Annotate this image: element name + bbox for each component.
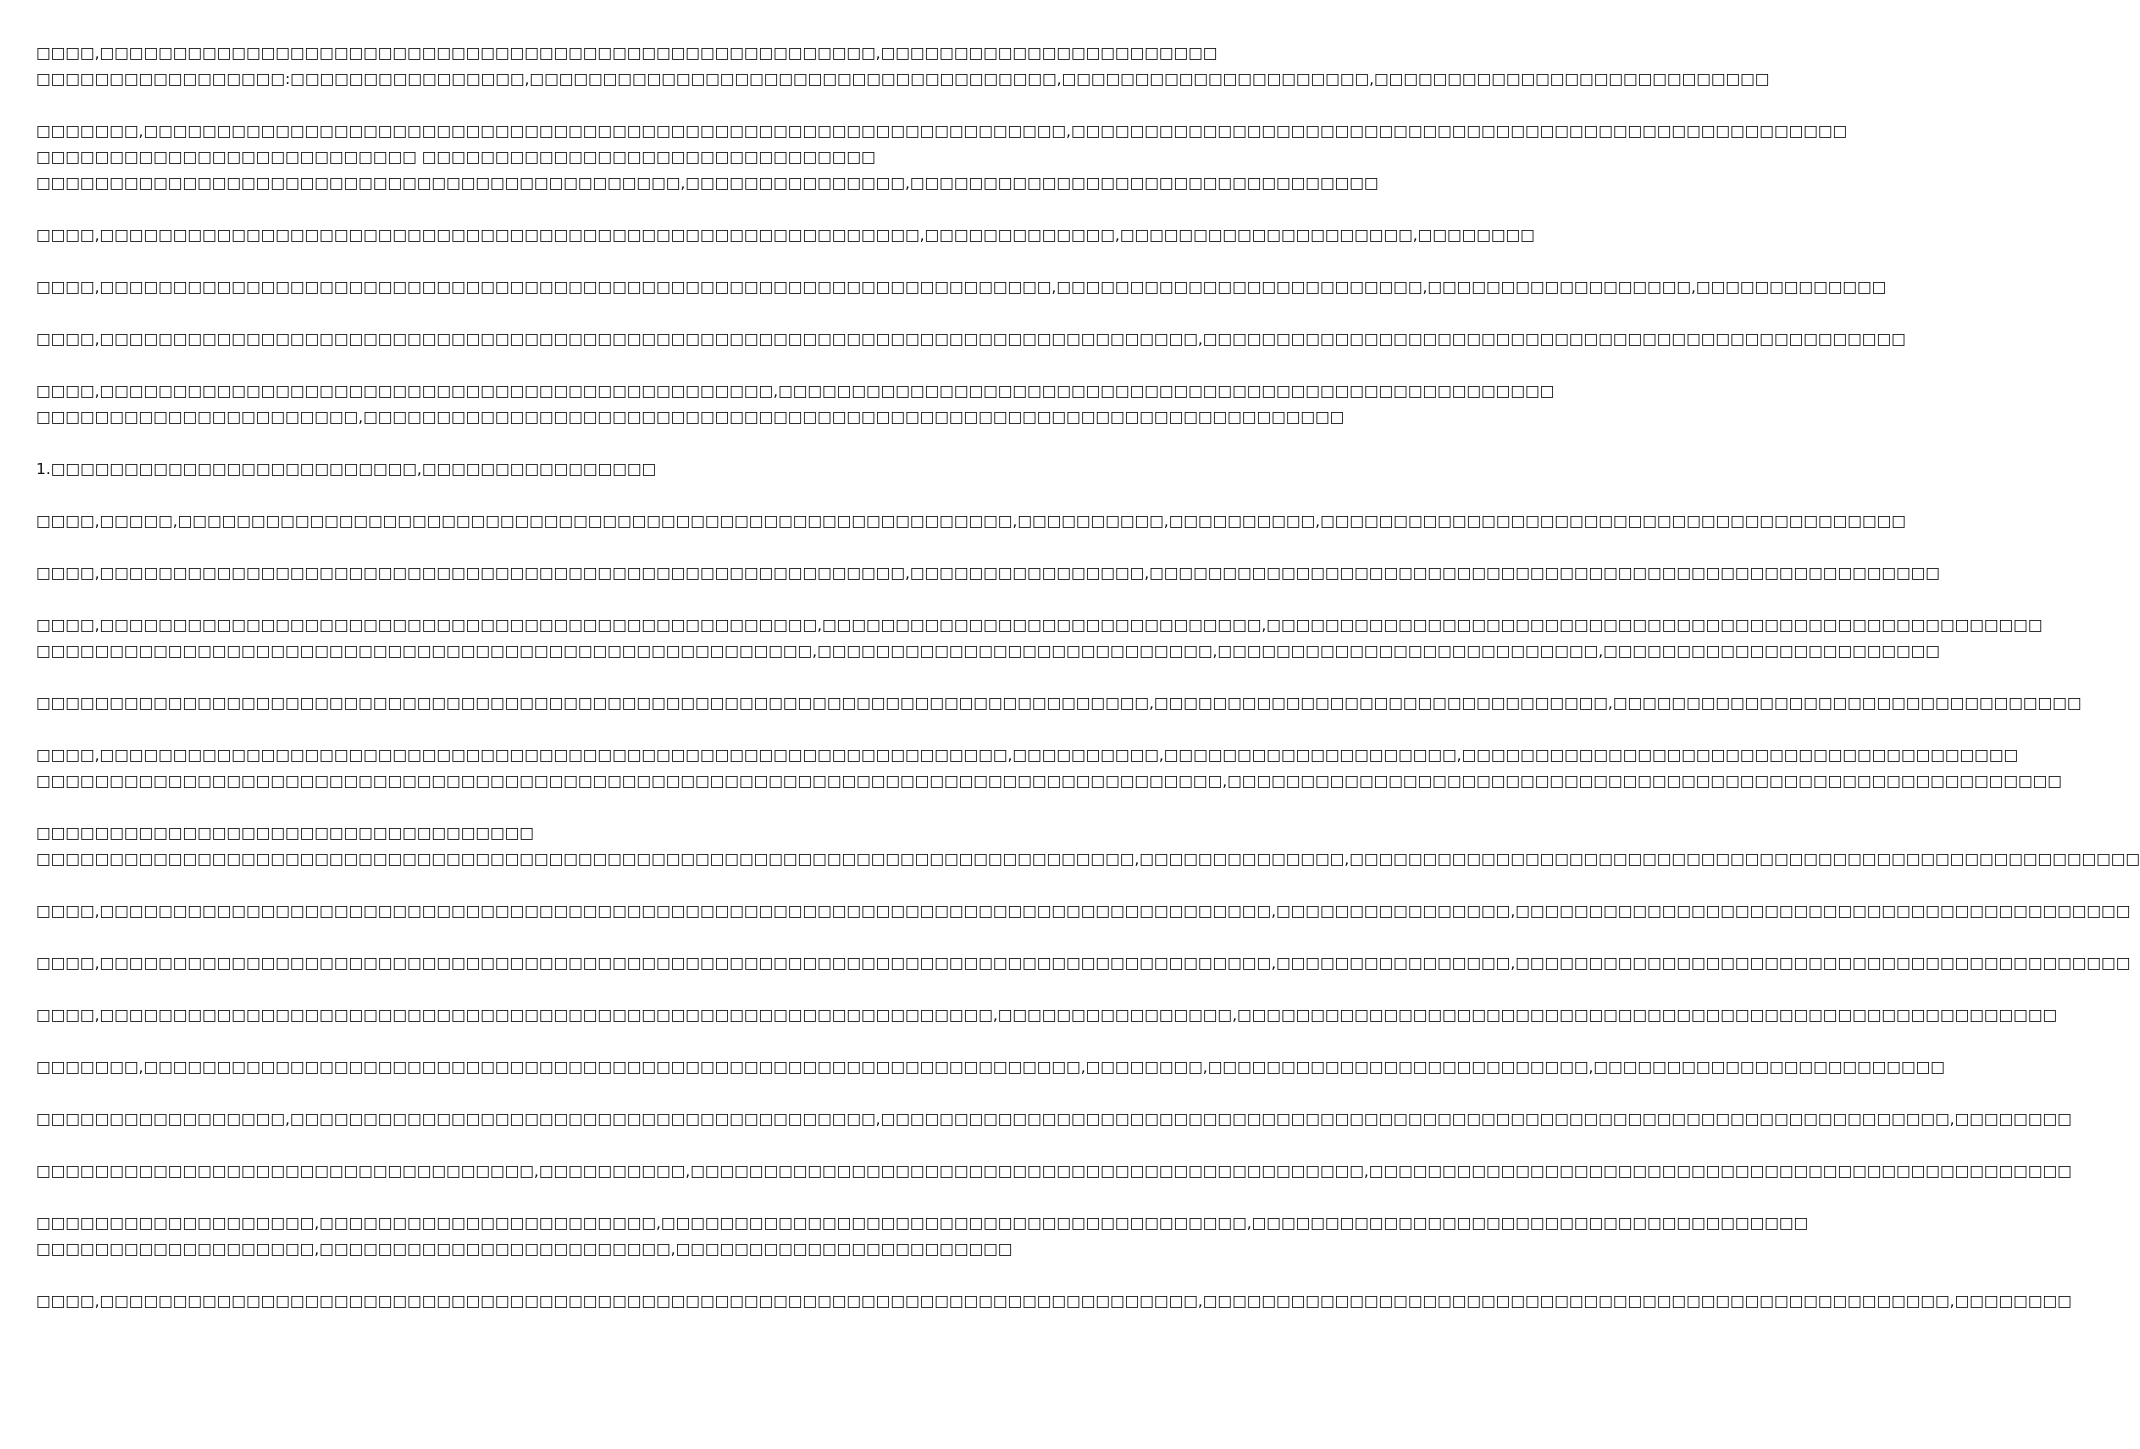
paragraph — [36, 118, 1848, 196]
text-line: □□□□□□□□□□□□□□□□□□□□□□,□□□□□□□□□□□□□□□□□□□□□□□□□□□□□□□□□□□□□□□□□□□□□□□□□□□□□□□□□□□□□□□□□□□ — [36, 408, 1345, 426]
text-line: □□□□□□□□□□□□□□□□□□□□□□□□□□ □□□□□□□□□□□□□□□□□□□□□□□□□□□□□□□ — [36, 148, 876, 166]
text-line: □□□□,□□□□□□□□□□□□□□□□□□□□□□□□□□□□□□□□□□□□□□□□□□□□□□□□□□□□□,□□□□□□□□□□□□□□□□□□□□□□□ — [36, 44, 1218, 62]
text-line: □□□□,□□□□□□□□□□□□□□□□□□□□□□□□□□□□□□□□□□□□□□□□□□□□□□□□□□□□□□□□□□□□□□□□□□□□□□□□□□□□□□□□,□□□□□□□□□□□□□□□□,□□□□□□□□□□□□□□□□□□□□□□□□□□□□□□□□□□□□□□□□□□ — [36, 902, 2131, 920]
text-line: □□□□□□□□□□□□□□□□□□□□□□□□□□□□□□□□□□ — [36, 824, 534, 842]
text-line: □□□□,□□□□□□□□□□□□□□□□□□□□□□□□□□□□□□□□□□□□□□□□□□□□□□□□□□□□□□□□□□□□□□□□□□□□□□□□□□□,□□□□□□□□□□□□□□□□□□□□□□□□□□□□□□□□□□□□□□□□□□□□□□□□□□□,□□□□□□□□ — [36, 1292, 2072, 1310]
paragraph — [36, 1106, 2072, 1132]
text-line: □□□□,□□□□□□□□□□□□□□□□□□□□□□□□□□□□□□□□□□□□□□□□□□□□□□,□□□□□□□□□□□□□□□□□□□□□□□□□□□□□□□□□□□□□□□□□□□□□□□□□□□□□ — [36, 382, 1555, 400]
paragraph — [36, 560, 1940, 586]
paragraph — [36, 508, 1906, 534]
text-line: □□□□□□□□□□□□□□□□□□□□□□□□□□□□□□□□□□,□□□□□□□□□□,□□□□□□□□□□□□□□□□□□□□□□□□□□□□□□□□□□□□□□□□□□□□□□,□□□□□□□□□□□□□□□□□□□□□□□□□□□□□□□□□□□□□□□□□□□□□□□□ — [36, 1162, 2072, 1180]
paragraph — [36, 1002, 2058, 1028]
text-line: □□□□,□□□□□□□□□□□□□□□□□□□□□□□□□□□□□□□□□□□□□□□□□□□□□□□□□□□□□□□□□□□□□□□□□□□□□□□□□□□,□□□□□□□□□□□□□□□□□□□□□□□□□□□□□□□□□□□□□□□□□□□□□□□□ — [36, 330, 1906, 348]
paragraph — [36, 274, 1887, 300]
text-line: □□□□,□□□□□□□□□□□□□□□□□□□□□□□□□□□□□□□□□□□□□□□□□□□□□□□□□□□□□□□□□□□□□□□□□,□□□□□□□□□□□□□□□□□□□□□□□□□,□□□□□□□□□□□□□□□□□□,□□□□□□□□□□□□□ — [36, 278, 1887, 296]
text-line: □□□□□□□□□□□□□□□□□,□□□□□□□□□□□□□□□□□□□□□□□□□□□□□□□□□□□□□□□□,□□□□□□□□□□□□□□□□□□□□□□□□□□□□□□□□□□□□□□□□□□□□□□□□□□□□□□□□□□□□□□□□□□□□□□□□□,□□□□□□□□ — [36, 1110, 2072, 1128]
text-line: □□□□,□□□□□□□□□□□□□□□□□□□□□□□□□□□□□□□□□□□□□□□□□□□□□□□□□,□□□□□□□□□□□□□□□□□□□□□□□□□□□□□□,□□□□□□□□□□□□□□□□□□□□□□□□□□□□□□□□□□□□□□□□□□□□□□□□□□□□□ — [36, 616, 2043, 634]
document-page — [36, 40, 2140, 1420]
text-line: □□□□□□□□□□□□□□□□□□□□□□□□□□□□□□□□□□□□□□□□□□□□□□□□□□□□□□□□□□□□□□□□□□□□□□□□□□□□□□□□□,□□□□□□□□□□□□□□□□□□□□□□□□□□□□□□□□□□□□□□□□□□□□□□□□□□□□□□□□□ — [36, 772, 2062, 790]
paragraph — [36, 456, 990, 482]
text-line: □□□□□□□□□□□□□□□□□□□□□□□□□□□□□□□□□□□□□□□□□□□□□□□□□□□□□,□□□□□□□□□□□□□□□□□□□□□□□□□□□,□□□□□□□□□□□□□□□□□□□□□□□□□□,□□□□□□□□□□□□□□□□□□□□□□□ — [36, 642, 1940, 660]
paragraph — [36, 40, 1770, 92]
paragraph — [36, 1210, 1809, 1262]
text-line: □□□□□□□□□□□□□□□□□□□,□□□□□□□□□□□□□□□□□□□□□□□,□□□□□□□□□□□□□□□□□□□□□□□□□□□□□□□□□□□□□□□□,□□□□□□□□□□□□□□□□□□□□□□□□□□□□□□□□□□□□□□ — [36, 1214, 1809, 1232]
text-line: □□□□□□□□□□□□□□□□□:□□□□□□□□□□□□□□□□,□□□□□□□□□□□□□□□□□□□□□□□□□□□□□□□□□□□□,□□□□□□□□□□□□□□□□□□□□□,□□□□□□□□□□□□□□□□□□□□□□□□□□□ — [36, 70, 1770, 88]
text-line: □□□□□□□,□□□□□□□□□□□□□□□□□□□□□□□□□□□□□□□□□□□□□□□□□□□□□□□□□□□□□□□□□□□□□□□,□□□□□□□□□□□□□□□□□□□□□□□□□□□□□□□□□□□□□□□□□□□□□□□□□□□□□ — [36, 122, 1848, 140]
paragraph — [36, 820, 2140, 872]
paragraph — [36, 742, 2062, 794]
paragraph — [36, 326, 1906, 352]
text-line: □□□□,□□□□□□□□□□□□□□□□□□□□□□□□□□□□□□□□□□□□□□□□□□□□□□□□□□□□□□□,□□□□□□□□□□□□□□□□,□□□□□□□□□□□□□□□□□□□□□□□□□□□□□□□□□□□□□□□□□□□□□□□□□□□□□□ — [36, 564, 1940, 582]
text-line: □□□□,□□□□□,□□□□□□□□□□□□□□□□□□□□□□□□□□□□□□□□□□□□□□□□□□□□□□□□□□□□□□□□□,□□□□□□□□□□,□□□□□□□□□□,□□□□□□□□□□□□□□□□□□□□□□□□□□□□□□□□□□□□□□□□ — [36, 512, 1906, 530]
text-line: □□□□,□□□□□□□□□□□□□□□□□□□□□□□□□□□□□□□□□□□□□□□□□□□□□□□□□□□□□□□□□□□□□□,□□□□□□□□□□,□□□□□□□□□□□□□□□□□□□□,□□□□□□□□□□□□□□□□□□□□□□□□□□□□□□□□□□□□□□ — [36, 746, 2019, 764]
paragraph — [36, 690, 2082, 716]
text-line: □□□□□□□□□□□□□□□□□□□,□□□□□□□□□□□□□□□□□□□□□□□□,□□□□□□□□□□□□□□□□□□□□□□□ — [36, 1240, 1013, 1258]
text-line: □□□□,□□□□□□□□□□□□□□□□□□□□□□□□□□□□□□□□□□□□□□□□□□□□□□□□□□□□□□□□□□□□□,□□□□□□□□□□□□□□□□,□□□□□□□□□□□□□□□□□□□□□□□□□□□□□□□□□□□□□□□□□□□□□□□□□□□□□□□□ — [36, 1006, 2058, 1024]
text-line: □□□□□□□□□□□□□□□□□□□□□□□□□□□□□□□□□□□□□□□□□□□□□□□□□□□□□□□□□□□□□□□□□□□□□□□□□□□,□□□□□□□□□□□□□□,□□□□□□□□□□□□□□□□□□□□□□□□□□□□□□□□□□□□□□□□□□□□□□□□□□□□□□ — [36, 850, 2140, 868]
text-line: □□□□,□□□□□□□□□□□□□□□□□□□□□□□□□□□□□□□□□□□□□□□□□□□□□□□□□□□□□□□□□□□□□□□□□□□□□□□□□□□□□□□□,□□□□□□□□□□□□□□□□,□□□□□□□□□□□□□□□□□□□□□□□□□□□□□□□□□□□□□□□□□□ — [36, 954, 2131, 972]
paragraph — [36, 898, 2131, 924]
paragraph — [36, 612, 2043, 664]
text-line: □□□□□□□□□□□□□□□□□□□□□□□□□□□□□□□□□□□□□□□□□□□□,□□□□□□□□□□□□□□□,□□□□□□□□□□□□□□□□□□□□□□□□□□□□□□□□ — [36, 174, 1379, 192]
text-line: 1.□□□□□□□□□□□□□□□□□□□□□□□□□,□□□□□□□□□□□□□□□□ — [36, 460, 657, 478]
text-line: □□□□,□□□□□□□□□□□□□□□□□□□□□□□□□□□□□□□□□□□□□□□□□□□□□□□□□□□□□□□□,□□□□□□□□□□□□□,□□□□□□□□□□□□□□□□□□□□,□□□□□□□□ — [36, 226, 1535, 244]
paragraph — [36, 950, 2131, 976]
paragraph — [36, 378, 1555, 430]
text-line: □□□□□□□,□□□□□□□□□□□□□□□□□□□□□□□□□□□□□□□□□□□□□□□□□□□□□□□□□□□□□□□□□□□□□□□□,□□□□□□□□,□□□□□□□□□□□□□□□□□□□□□□□□□□,□□□□□□□□□□□□□□□□□□□□□□□□ — [36, 1058, 1945, 1076]
paragraph — [36, 222, 1535, 248]
paragraph — [36, 1288, 2072, 1314]
paragraph — [36, 1054, 1945, 1080]
text-line: □□□□□□□□□□□□□□□□□□□□□□□□□□□□□□□□□□□□□□□□□□□□□□□□□□□□□□□□□□□□□□□□□□□□□□□□□□□□,□□□□□□□□□□□□□□□□□□□□□□□□□□□□□□□,□□□□□□□□□□□□□□□□□□□□□□□□□□□□□□□□ — [36, 694, 2082, 712]
paragraph — [36, 1158, 2072, 1184]
